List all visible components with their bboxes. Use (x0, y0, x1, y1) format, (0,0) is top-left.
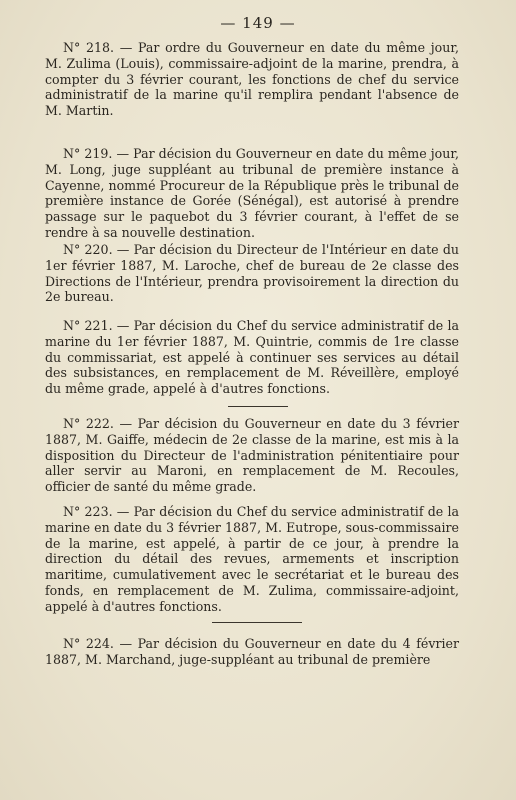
section-divider (212, 622, 302, 623)
paragraph-224: N° 224. — Par décision du Gouverneur en date du 4 février 1887, M. Marchand, juge-suppléant au tribunal de première (45, 636, 459, 667)
paragraph-220: N° 220. — Par décision du Directeur de l'Intérieur en date du 1er février 1887, M. Laroche, chef de bureau de 2e classe des Directions de l'Intérieur, prendra provisoirement la direction du 2e bureau. (45, 242, 459, 305)
section-divider (228, 406, 288, 407)
paragraph-223: N° 223. — Par décision du Chef du service administratif de la marine en date du 3 février 1887, M. Eutrope, sous-commissaire de la marine, est appelé, à partir de ce jour, à prendre la direction du détail des revues, armements et inscription maritime, cumulativement avec le secrétariat et le bureau des fonds, en remplacement de M. Zulima, commissaire-adjoint, appelé à d'autres fonctions. (45, 504, 459, 614)
paragraph-221: N° 221. — Par décision du Chef du service administratif de la marine du 1er février 1887, M. Quintrie, commis de 1re classe du commissariat, est appelé à continuer ses services au détail des subsistances, en remplacement de M. Réveillère, employé du même grade, appelé à d'autres fonctions. (45, 318, 459, 397)
paragraph-222: N° 222. — Par décision du Gouverneur en date du 3 février 1887, M. Gaiffe, médecin de 2e classe de la marine, est mis à la disposition du Directeur de l'administration pénitentiaire pour aller servir au Maroni, en remplacement de M. Recoules, officier de santé du même grade. (45, 416, 459, 495)
paragraph-219: N° 219. — Par décision du Gouverneur en date du même jour, M. Long, juge suppléant au tribunal de première instance à Cayenne, nommé Procureur de la République près le tribunal de première instance de Gorée (Sénégal), est autorisé à prendre passage sur le paquebot du 3 février courant, à l'effet de se rendre à sa nouvelle destination. (45, 146, 459, 240)
paragraph-218: N° 218. — Par ordre du Gouverneur en date du même jour, M. Zulima (Louis), commissaire-adjoint de la marine, prendra, à compter du 3 février courant, les fonctions de chef du service administratif de la marine qu'il remplira pendant l'absence de M. Martin. (45, 40, 459, 119)
page-number: — 149 — (220, 14, 296, 32)
